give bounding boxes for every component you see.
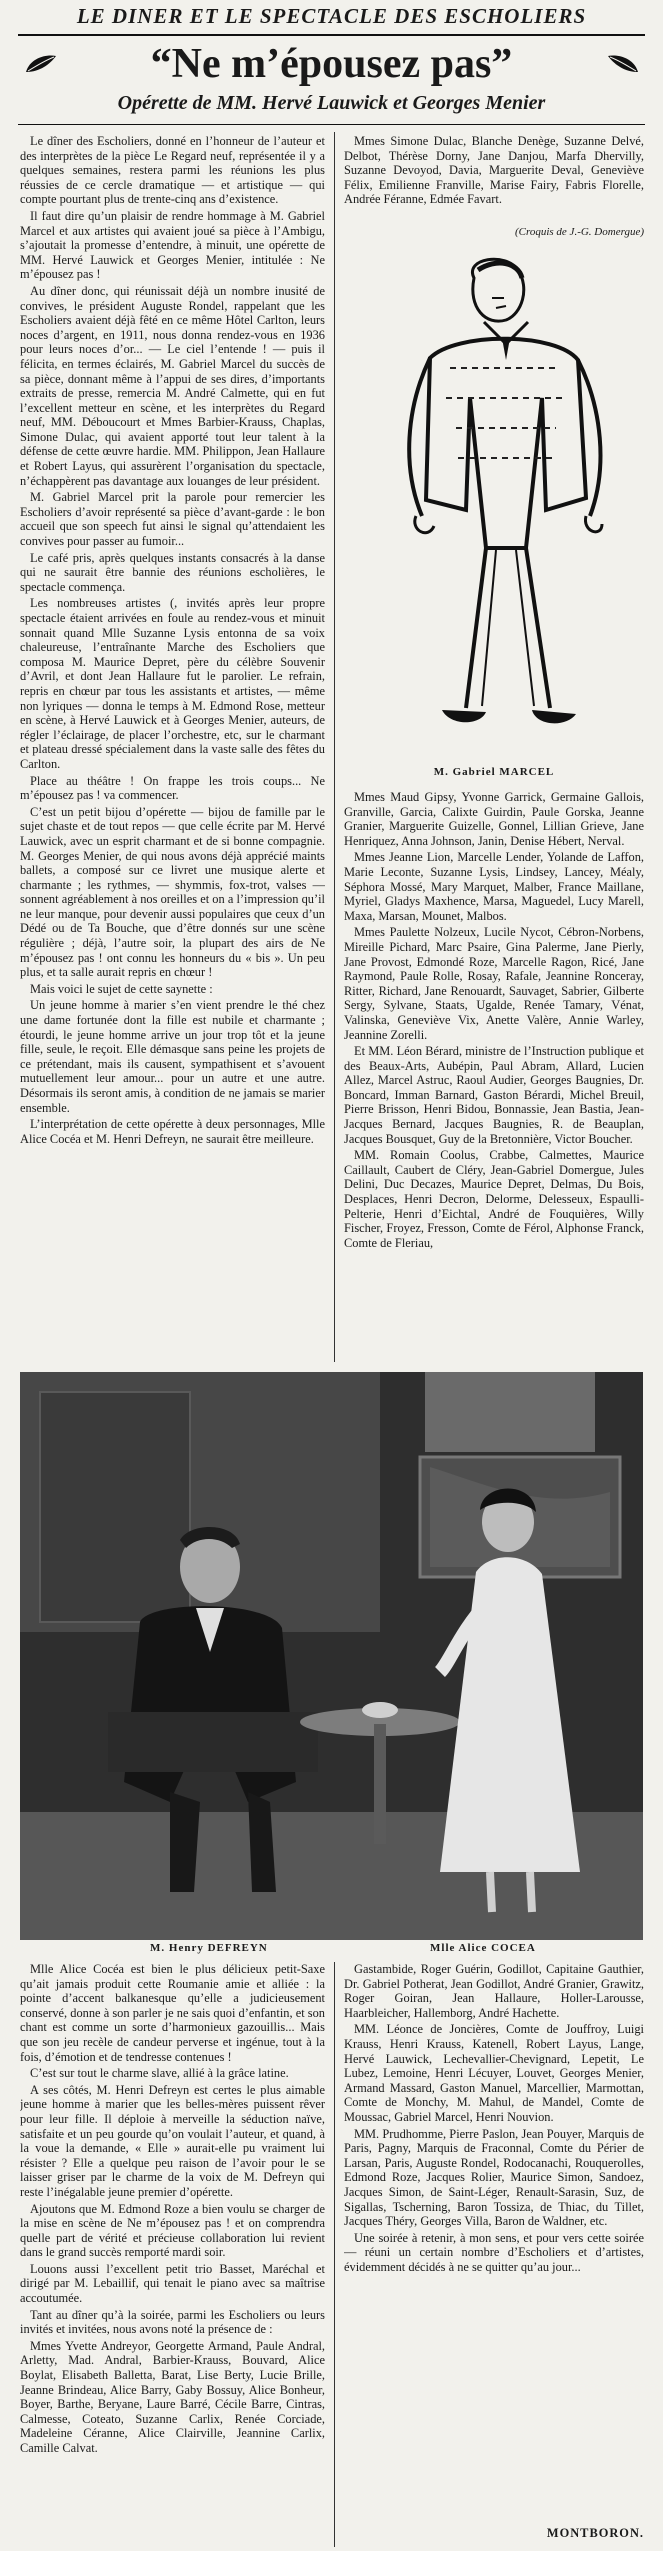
- sketch-caption: M. Gabriel MARCEL: [433, 766, 555, 778]
- paragraph: L’interprétation de cette opérette à deux personnages, Mlle Alice Cocéa et M. Henri Defreyn, ne saurait être meilleure.: [20, 1117, 325, 1146]
- photo-caption-left: M. Henry DEFREYN: [150, 1942, 268, 1954]
- guest-list-top: [344, 134, 644, 222]
- paragraph: Et MM. Léon Bérard, ministre de l’Instruction publique et des Beaux-Arts, Aubépin, Paul Abram, Allard, Lucien Allez, Marcel Astruc, Raoul Audier, Georges Baugnies, Dr. Boncard, Imman Barnard, Gaston Bérardi, Michel Breuil, Pierre Brisson, Henri Bidou, Bonnassie, Jean Bastia, Jean-Jacques Bernard, Jacques Baugnies, R. de Beauplan, Jacques Bousquet, Guy de la Bretonnière, Victor Boucher.: [344, 1044, 644, 1146]
- caricature-sketch: [346, 248, 642, 756]
- kicker-rule: [18, 34, 645, 36]
- paragraph: Mmes Paulette Nolzeux, Lucile Nycot, Cébron-Norbens, Mireille Pichard, Marc Psaire, Gina Palerme, Jane Pierly, Jane Provost, Edmondé Roze, Marcelle Ragon, Ricé, Jane Raymond, Paule Rolle, Rosay, Rafale, Jeannine Ronceray, Ritter, Richard, Jane Renouardt, Sauvaget, Sabrier, Gilberte Sergy, Sylvane, Staats, Ugalde, Renée Tamary, Vénat, Valinska, Geneviève Vix, Anette Valère, Annie Warley, Jeannine Zorelli.: [344, 925, 644, 1042]
- paragraph: Le café pris, après quelques instants consacrés à la danse qui ne saurait être bannie des réunions escholières, le spectacle commença.: [20, 550, 325, 594]
- paragraph: MM. Léonce de Joncières, Comte de Jouffroy, Luigi Krauss, Henri Krauss, Katenell, Robert Layus, Lange, Hervé Lauwick, Lechevallier-Chevignard, Lepetit, Le Lubez, Lemoine, Henri Lécuyer, Louvet, Georges Menier, Armand Massard, Gaston Manuel, Marcellier, Marmottan, Comte de Monchy, M. Mahul, de Mandel, Comte de Moussac, Gabriel Marcel, Henri Nouvion.: [344, 2022, 644, 2124]
- paragraph: MM. Prudhomme, Pierre Paslon, Jean Pouyer, Marquis de Paris, Pagny, Marquis de Fraconnal, Comte du Périer de Larsan, Paris, Auguste Rondel, Rodocanachi, Rouquerolles, Edmond Roze, Jacques Rolier, Maurice Simon, Sandoez, Jacques Simon, de Saint-Léger, Renault-Sarasin, Suz, de Sigallas, Tscherning, Baron Tossiza, de Thiac, du Tillet, Jacques Théry, Georges Villa, Baron de Waldner, etc.: [344, 2126, 644, 2229]
- column-4: [344, 1962, 644, 2522]
- paragraph: MM. Romain Coolus, Crabbe, Calmettes, Maurice Caillault, Caubert de Cléry, Jean-Gabriel Domergue, Jules Delini, Duc Decazes, Maurice Depret, Delmas, Du Bois, Desplaces, Henri Decron, Delorme, Delesseux, Espaulli-Pelterie, Henri d’Eichtal, André de Fouquières, Willy Fischer, Froyez, Fresson, Comte de Férol, Alphonse Franck, Comte de Fleriau,: [344, 1148, 644, 1250]
- paragraph: Mmes Yvette Andreyor, Georgette Armand, Paule Andral, Arletty, Mad. Andral, Barbier-Krauss, Bouvard, Alice Boylat, Elisabeth Balletta, Barat, Lise Berty, Lucie Brille, Jeanne Brindeau, Alice Barry, Gaby Bossuy, Alice Bonheur, Boyer, Barthe, Beryane, Laure Barré, Cécile Barre, Cintras, Calmesse, Coteato, Suzanne Carlix, Renée Corciade, Madeleine Céranne, Alice Clairville, Jeannine Carlix, Camille Calvat.: [20, 2338, 325, 2455]
- paragraph: Mmes Jeanne Lion, Marcelle Lender, Yolande de Laffon, Marie Leconte, Suzanne Lysis, Lindsey, Lancey, Méaly, Séphora Mossé, Mary Marquet, Malber, France Maillane, Myriel, Gladys Maxhence, Marsa, Maguedel, Lucy Marell, Maxa, Marsan, Mounet, Malbos.: [344, 850, 644, 923]
- paragraph: Ajoutons que M. Edmond Roze a bien voulu se charger de la mise en scène de Ne m’épousez pas ! et on comprendra quelle part de vérité et précieuse collaboration lui revient dans le grand succès remporté mardi soir.: [20, 2201, 325, 2260]
- author-signature: MONTBORON.: [546, 2526, 644, 2540]
- paragraph: A ses côtés, M. Henri Defreyn est certes le plus aimable jeune homme à marier que les belles-mères puissent rêver pour leur fille. Il déploie à merveille la séduction naïve, satisfaite et un peu gourde qu’on voulait l’auteur, et quand, à la voue la demande, « Elle » aurait-elle pu vraiment lui résister ? Elle a quelque peu raison de l’avoir pour le se laisser griser par le charme de la voix de M. Defreyn qui reste l’inégalable jeune premier d’opérette.: [20, 2082, 325, 2199]
- paragraph: Mmes Simone Dulac, Blanche Denège, Suzanne Delvé, Delbot, Thérèse Dorny, Jane Danjou, Marfa Dhervilly, Suzanne Devoyod, Davia, Marguerite Deval, Geneviève Félix, Emilienne Franville, Marise Fairy, Fabris Florelle, Andrée Féranne, Edmée Favart.: [344, 134, 644, 207]
- column-divider: [334, 132, 335, 1362]
- paragraph: Les nombreuses artistes (, invités après leur propre spectacle étaient arrivées en foule au rendez-vous et minuit sonnait quand Mlle Suzanne Lysis entonna de sa voix chaleureuse, l’entraînante Marche des Escholiers que composa M. Maurice Depret, père du célèbre Souvenir d’Avril, et dont Jean Hallaure fut le parolier. Le refrain, repris en chœur par tous les assistants et artistes, — même non lyriques — donna le temps à M. Edmond Rose, metteur en scène, à Hervé Lauwick et à Georges Menier, auteurs, de régler l’éclairage, de placer l’orchestre, etc, sur le charmant et plateau dressé spécialement dans la vaste salle des fêtes du Carlton.: [20, 596, 325, 771]
- paragraph: Louons aussi l’excellent petit trio Basset, Maréchal et dirigé par M. Lebaillif, qui tenait le piano avec sa maîtrise accoutumée.: [20, 2261, 325, 2306]
- paragraph: Mmes Maud Gipsy, Yvonne Garrick, Germaine Gallois, Granville, Garcia, Calixte Guirdin, Paule Gorska, Jeanne Granier, Marguerite Guizelle, Gonnel, Lillian Grieve, Jane Henriquez, Anna Johnson, Janin, Denise Hébert, Nerval.: [344, 790, 644, 848]
- section-kicker: LE DINER ET LE SPECTACLE DES ESCHOLIERS: [76, 4, 587, 28]
- article-subhead: Opérette de MM. Hervé Lauwick et Georges Menier: [117, 92, 546, 114]
- paragraph: Une soirée à retenir, à mon sens, et pour vers cette soirée — réuni un certain nombre d’Escholiers et d’artistes, évidemment décidés à ne se quitter qu’au jour...: [344, 2230, 644, 2274]
- guest-list-column-2: [344, 790, 644, 1362]
- paragraph: Il faut dire qu’un plaisir de rendre hommage à M. Gabriel Marcel et aux artistes qui avaient joué sa pièce à l’Ambigu, s’ajoutait la promesse d’entendre, à minuit, une opérette de MM. Hervé Lauwick et Georges Menier, intitulée : Ne m’épousez pas !: [20, 208, 325, 282]
- header-rule: [18, 124, 645, 125]
- article-headline: “Ne m’épousez pas”: [150, 41, 513, 87]
- paragraph: Place au théâtre ! On frappe les trois coups... Ne m’épousez pas ! va commencer.: [20, 773, 325, 803]
- paragraph: Un jeune homme à marier s’en vient prendre le thé chez une dame fortunée dont la fille est nubile et charmante ; étourdi, le jeune homme arrive un jour trop tôt et la jeune fille, seule, le reçoit. Elle démasque sans peine les projets de ce prétendant, mais ils causent, sympathisent et s’avouent mutuellement leur amour... pour un autre et une autre. Désormais ils seront amis, à condition de ne jamais se marier ensemble.: [20, 998, 325, 1115]
- paragraph: Mlle Alice Cocéa est bien le plus délicieux petit-Saxe qu’ait jamais produit cette Roumanie amie et alliée : la pointe d’accent balkanesque qu’elle a judicieusement conservé, donne à son parler je ne sais quoi d’enfantin, et son chant est comme un sorte d’harmonieux gazouillis... Mais que son jeu recèle de candeur perverse et ingénue, tout à la fois, d’émotion et de tendresse contenues !: [20, 1962, 325, 2064]
- paragraph: C’est un petit bijou d’opérette — bijou de famille par le sujet chaste et de tout repos — que celle écrite par M. Hervé Lauwick, avec un esprit charmant et de si bonne compagnie. M. Georges Menier, de qui nous avons déjà apprécié maints ballets, a composé sur ce livret une musique alerte et charmante ; les rythmes, — shymmis, fox-trot, valses — sonnent agréablement à nos oreilles et on a l’impression qu’il ne leur manque, pour devenir aussi populaires que ceux d’un Dédé ou de Ta Bouche, que d’être donnés sur une scène régulière ; déjà, l’autre soir, la plupart des airs de Ne m’épousez pas ! ont connu les honneurs du « bis ». Un peu plus, et ta salle aurait repris en chœur !: [20, 804, 325, 980]
- column-3: [20, 1962, 325, 2547]
- sketch-credit: (Croquis de J.-G. Domergue): [514, 226, 644, 238]
- paragraph: Tant au dîner qu’à la soirée, parmi les Escholiers ou leurs invités et invitées, nous avons noté la présence de :: [20, 2307, 325, 2337]
- column-divider: [334, 1962, 335, 2547]
- paragraph: Gastambide, Roger Guérin, Godillot, Capitaine Gauthier, Dr. Gabriel Potherat, Jean Godillot, André Granier, Grawitz, Roger Goiran, Jean Hallaure, Holler-Larousse, Haarbleicher, Hallemborg, André Hachette.: [344, 1962, 644, 2020]
- paragraph: M. Gabriel Marcel prit la parole pour remercier les Escholiers d’avoir représenté sa pièce d’avant-garde : le bon accueil que son speech fut ainsi le signal qu’attendaient les convives pour passer au fumoir...: [20, 490, 325, 549]
- paragraph: C’est sur tout le charme slave, allié à la grâce latine.: [30, 2066, 289, 2081]
- paragraph: Le dîner des Escholiers, donné en l’honneur de l’auteur et des interprètes de la pièce Le Regard neuf, représentée il y a quelques semaines, restera parmi les réunions les plus réussies de ce cercle dramatique — et artistique — qui compte pourtant plus de trente-cinq ans d’existence.: [20, 134, 325, 207]
- paragraph: Mais voici le sujet de cette saynette :: [30, 981, 213, 996]
- stage-photograph: [20, 1372, 643, 1940]
- column-1: [20, 134, 325, 1362]
- paragraph: Au dîner donc, qui réunissait déjà un nombre inusité de convives, le président Auguste Rondel, rappelant que les Escholiers avaient déjà fêté en ce même Hôtel Carlton, leurs noces d’argent, en 1911, nous donna rendez-vous en 1936 pour leurs noces d’or... — Le ciel l’entende ! — puis il félicita, en termes éclairés, M. Gabriel Marcel du succès de sa pièce, donnant même à l’appui de ses dires, d’importants extraits de presse, remercia M. André Calmette, qui en fut l’excellent metteur en scène, et les interprètes du Regard neuf, MM. Déboucourt et Mmes Barbier-Krauss, Chaplas, Simone Dulac, qui avaient apporté tout leur talent à la défense de cette œuvre hardie. MM. Philippon, Jean Hallaure et Robert Layus, qui assurèrent l’organisation du spectacle, n’échappèrent pas davantage aux louanges de leur président.: [20, 283, 325, 488]
- photo-caption-right: Mlle Alice COCEA: [430, 1942, 536, 1954]
- leaf-ornament-right-icon: [606, 52, 640, 76]
